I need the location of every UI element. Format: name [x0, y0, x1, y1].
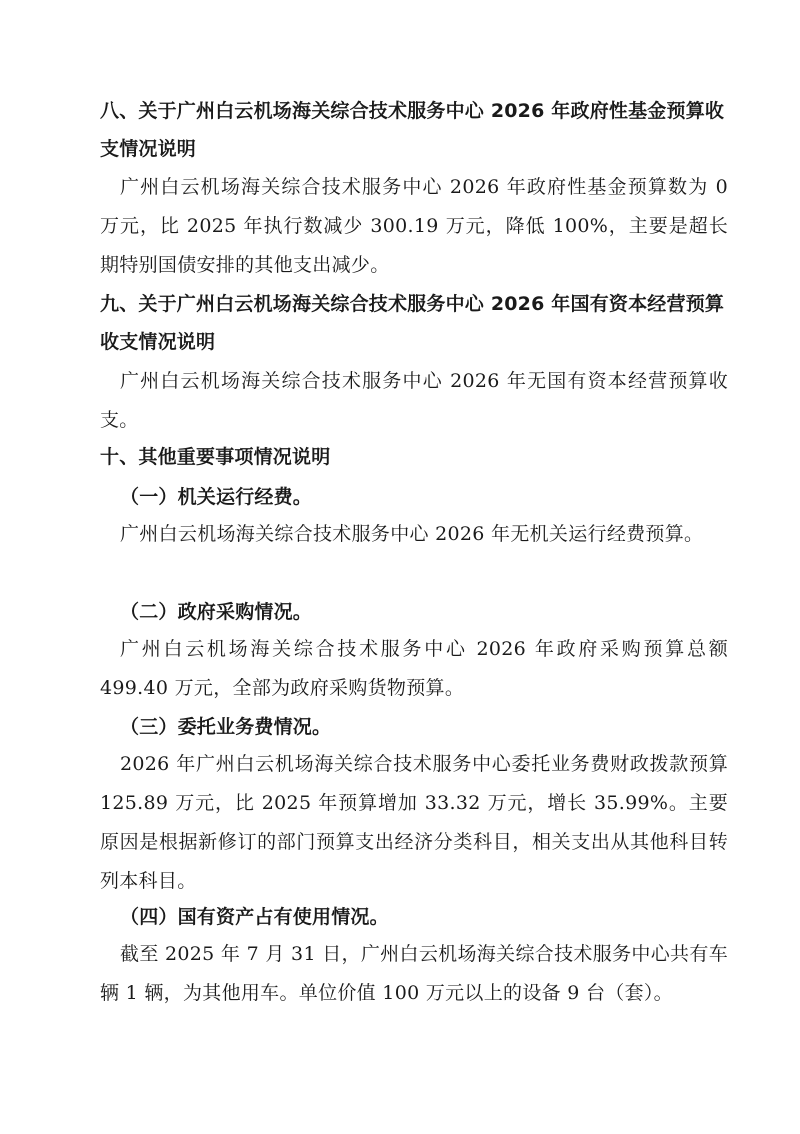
section-8-paragraph: 广州白云机场海关综合技术服务中心 2026 年政府性基金预算数为 0 万元，比 2025 年执行数减少 300.19 万元，降低 100%，主要是超长期特别国债安排的其他支出减少。	[100, 176, 728, 276]
section-9-paragraph: 广州白云机场海关综合技术服务中心 2026 年无国有资本经营预算收支。	[100, 370, 728, 431]
subsection-3-heading: （三）委托业务费情况。	[120, 716, 332, 738]
subsection-1-paragraph: 广州白云机场海关综合技术服务中心 2026 年无机关运行经费预算。	[120, 523, 704, 545]
subsection-2-paragraph: 广州白云机场海关综合技术服务中心 2026 年政府采购预算总额 499.40 万元，全部为政府采购货物预算。	[100, 638, 728, 699]
section-8-heading: 八、关于广州白云机场海关综合技术服务中心 2026 年政府性基金预算收支情况说明	[100, 100, 725, 160]
subsection-2-heading: （二）政府采购情况。	[120, 601, 313, 623]
subsection-3-paragraph: 2026 年广州白云机场海关综合技术服务中心委托业务费财政拨款预算 125.89 万元，比 2025 年预算增加 33.32 万元，增长 35.99%。主要原因是根据新修订的部门预算支出经济分类科目，相关支出从其他科目转列本科目。	[100, 753, 728, 892]
section-9-heading: 九、关于广州白云机场海关综合技术服务中心 2026 年国有资本经营预算收支情况说明	[100, 293, 725, 353]
subsection-1-heading: （一）机关运行经费。	[120, 486, 313, 508]
subsection-4-paragraph: 截至 2025 年 7 月 31 日，广州白云机场海关综合技术服务中心共有车辆 1 辆，为其他用车。单位价值 100 万元以上的设备 9 台（套）。	[100, 943, 728, 1004]
subsection-4-heading: （四）国有资产占有使用情况。	[120, 906, 389, 928]
section-10-heading: 十、其他重要事项情况说明	[100, 446, 331, 468]
